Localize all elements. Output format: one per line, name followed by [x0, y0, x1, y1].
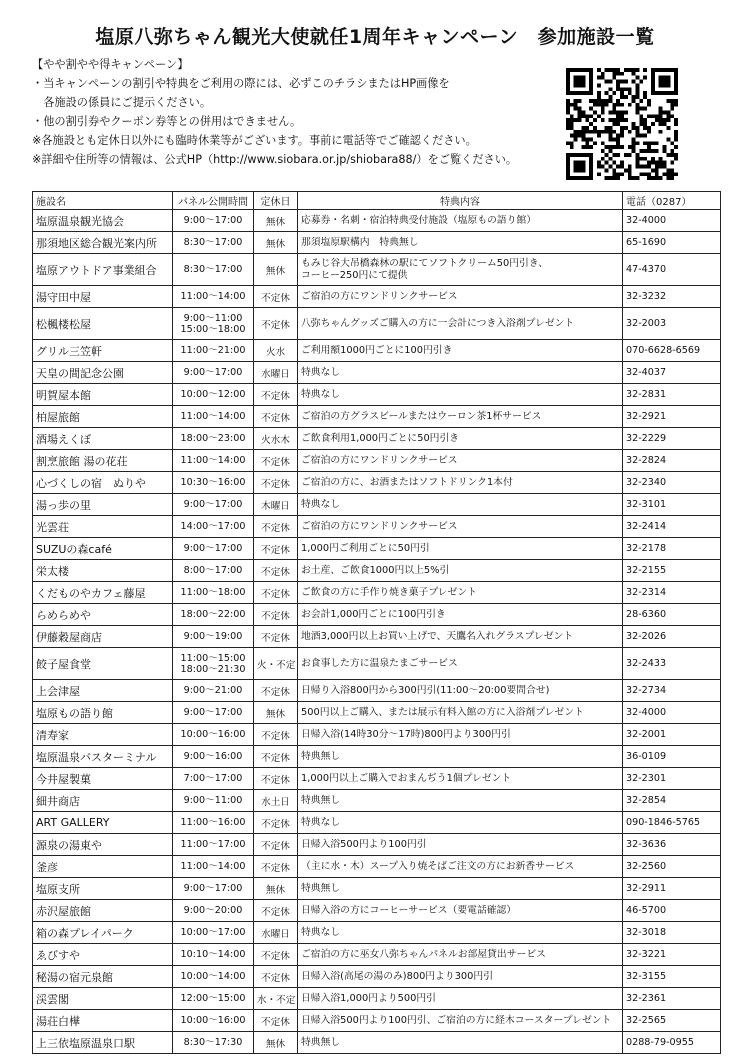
- table-row: [33, 966, 721, 988]
- panel-hours-cell: 18:00～22:00: [173, 604, 254, 626]
- panel-hours-cell: 8:30～17:00: [173, 254, 254, 286]
- phone-cell: 32-2565: [623, 1010, 721, 1032]
- benefit-cell: ご宿泊の方にワンドリンクサービス: [298, 450, 623, 472]
- facility-name-cell: 赤沢屋旅館: [33, 900, 173, 922]
- phone-cell: 28-6360: [623, 604, 721, 626]
- facility-name-cell: 清寿家: [33, 724, 173, 746]
- panel-hours-cell: 8:00～17:00: [173, 560, 254, 582]
- facility-name-cell: ART GALLERY: [33, 812, 173, 834]
- facility-name-cell: 湯っ歩の里: [33, 494, 173, 516]
- benefit-cell: 特典無し: [298, 878, 623, 900]
- phone-cell: 32-2734: [623, 680, 721, 702]
- table-row: [33, 472, 721, 494]
- benefit-cell: 1,000円以上ご購入でおまんぢう1個プレゼント: [298, 768, 623, 790]
- panel-hours-cell: 9:00～17:00: [173, 494, 254, 516]
- facility-name-cell: 餃子屋食堂: [33, 648, 173, 680]
- facility-name-cell: 秘湯の宿元泉館: [33, 966, 173, 988]
- phone-cell: 32-2001: [623, 724, 721, 746]
- facility-name-cell: 割烹旅館 湯の花荘: [33, 450, 173, 472]
- panel-hours-cell: 12:00～15:00: [173, 988, 254, 1010]
- phone-cell: 32-3232: [623, 286, 721, 308]
- benefit-cell: 日帰入浴1,000円より500円引: [298, 988, 623, 1010]
- table-row: [33, 450, 721, 472]
- benefit-cell: 1,000円ご利用ごとに50円引: [298, 538, 623, 560]
- closed-days-cell: 火・不定: [254, 648, 298, 680]
- phone-cell: 070-6628-6569: [623, 340, 721, 362]
- panel-hours-cell: 11:00～21:00: [173, 340, 254, 362]
- phone-cell: 32-2026: [623, 626, 721, 648]
- table-row: [33, 944, 721, 966]
- panel-hours-cell: 11:00～14:00: [173, 406, 254, 428]
- facility-name-cell: 塩原支所: [33, 878, 173, 900]
- panel-hours-cell: 9:00～19:00: [173, 626, 254, 648]
- benefit-cell: 日帰入浴(高尾の湯のみ)800円より300円引: [298, 966, 623, 988]
- table-row: [33, 790, 721, 812]
- closed-days-cell: 無休: [254, 878, 298, 900]
- closed-days-cell: 火水木: [254, 428, 298, 450]
- phone-cell: 32-2854: [623, 790, 721, 812]
- facility-name-cell: 塩原温泉観光協会: [33, 210, 173, 232]
- facility-name-cell: 箱の森プレイパーク: [33, 922, 173, 944]
- closed-days-cell: 不定休: [254, 856, 298, 878]
- panel-hours-cell: 7:00～17:00: [173, 768, 254, 790]
- table-row: [33, 406, 721, 428]
- closed-days-cell: 不定休: [254, 1010, 298, 1032]
- facility-name-cell: 上会津屋: [33, 680, 173, 702]
- table-row: [33, 1032, 721, 1054]
- facility-name-cell: 塩原温泉バスターミナル: [33, 746, 173, 768]
- panel-hours-cell: 11:00～14:00: [173, 856, 254, 878]
- panel-hours-cell: 11:00～18:00: [173, 582, 254, 604]
- panel-hours-cell: 9:00～17:00: [173, 538, 254, 560]
- phone-cell: 0288-79-0955: [623, 1032, 721, 1054]
- closed-days-cell: 不定休: [254, 812, 298, 834]
- table-row: [33, 988, 721, 1010]
- benefit-cell: 特典無し: [298, 746, 623, 768]
- table-row: [33, 210, 721, 232]
- closed-days-cell: 不定休: [254, 538, 298, 560]
- table-row: [33, 340, 721, 362]
- closed-days-cell: 不定休: [254, 560, 298, 582]
- closed-days-cell: 火水: [254, 340, 298, 362]
- table-row: [33, 900, 721, 922]
- panel-hours-cell: 10:00～12:00: [173, 384, 254, 406]
- table-row: [33, 680, 721, 702]
- table-row: [33, 834, 721, 856]
- benefit-cell: 特典なし: [298, 494, 623, 516]
- phone-cell: 32-2433: [623, 648, 721, 680]
- facility-name-cell: 源泉の湯東や: [33, 834, 173, 856]
- benefit-cell: 地酒3,000円以上お買い上げで、天鷹名入れグラスプレゼント: [298, 626, 623, 648]
- panel-hours-cell: 9:00～11:00: [173, 790, 254, 812]
- closed-days-cell: 不定休: [254, 450, 298, 472]
- closed-days-cell: 無休: [254, 232, 298, 254]
- table-row: [33, 812, 721, 834]
- panel-hours-cell: 14:00～17:00: [173, 516, 254, 538]
- phone-cell: 32-3155: [623, 966, 721, 988]
- table-row: [33, 494, 721, 516]
- phone-cell: 36-0109: [623, 746, 721, 768]
- benefit-cell: 特典なし: [298, 812, 623, 834]
- benefit-cell: ご宿泊の方にワンドリンクサービス: [298, 516, 623, 538]
- facility-name-cell: SUZUの森café: [33, 538, 173, 560]
- benefit-cell: 日帰入浴(14時30分～17時)800円より300円引: [298, 724, 623, 746]
- closed-days-cell: 不定休: [254, 472, 298, 494]
- benefit-cell: 特典無し: [298, 1032, 623, 1054]
- panel-hours-cell: 9:00～17:00: [173, 210, 254, 232]
- closed-days-cell: 不定休: [254, 384, 298, 406]
- panel-hours-cell: 11:00～16:00: [173, 812, 254, 834]
- facility-name-cell: 松楓楼松屋: [33, 308, 173, 340]
- benefit-cell: ご宿泊の方に巫女八弥ちゃんパネルお部屋貸出サービス: [298, 944, 623, 966]
- table-row: [33, 724, 721, 746]
- facility-name-cell: 湯守田中屋: [33, 286, 173, 308]
- facility-name-cell: 天皇の間記念公園: [33, 362, 173, 384]
- phone-cell: 32-2831: [623, 384, 721, 406]
- benefit-cell: 那須塩原駅構内 特典無し: [298, 232, 623, 254]
- phone-cell: 32-3636: [623, 834, 721, 856]
- closed-days-cell: 不定休: [254, 768, 298, 790]
- panel-hours-cell: 10:10～14:00: [173, 944, 254, 966]
- closed-days-cell: 不定休: [254, 604, 298, 626]
- closed-days-cell: 不定休: [254, 966, 298, 988]
- benefit-cell: （主に水・木）スープ入り焼そばご注文の方にお新香サービス: [298, 856, 623, 878]
- benefit-cell: 特典無し: [298, 790, 623, 812]
- panel-hours-cell: 8:30～17:30: [173, 1032, 254, 1054]
- phone-cell: 32-2003: [623, 308, 721, 340]
- closed-days-cell: 無休: [254, 254, 298, 286]
- benefit-cell: 日帰入浴の方にコーヒーサービス（要電話確認）: [298, 900, 623, 922]
- benefit-cell: ご宿泊の方に、お酒またはソフトドリンク1本付: [298, 472, 623, 494]
- closed-days-cell: 木曜日: [254, 494, 298, 516]
- phone-cell: 32-2229: [623, 428, 721, 450]
- table-row: [33, 384, 721, 406]
- table-row: [33, 856, 721, 878]
- facility-name-cell: 心づくしの宿 ぬりや: [33, 472, 173, 494]
- facility-name-cell: 栄太楼: [33, 560, 173, 582]
- campaign-notes: [32, 55, 562, 169]
- header-phone: 電話（0287）: [623, 192, 721, 210]
- closed-days-cell: 不定休: [254, 944, 298, 966]
- benefit-cell: 500円以上ご購入、または展示有料入館の方に入浴剤プレゼント: [298, 702, 623, 724]
- closed-days-cell: 不定休: [254, 680, 298, 702]
- benefit-cell: お食事した方に温泉たまごサービス: [298, 648, 623, 680]
- phone-cell: 32-2301: [623, 768, 721, 790]
- panel-hours-cell: 8:30～17:00: [173, 232, 254, 254]
- campaign-heading: 【やや割やや得キャンペーン】: [32, 58, 189, 71]
- facility-table: [32, 191, 721, 1054]
- benefit-cell: 日帰り入浴800円から300円引(11:00～20:00要問合せ): [298, 680, 623, 702]
- facility-name-cell: 那須地区総合観光案内所: [33, 232, 173, 254]
- benefit-cell: ご宿泊の方グラスビールまたはウーロン茶1杯サービス: [298, 406, 623, 428]
- phone-cell: 32-2560: [623, 856, 721, 878]
- facility-name-cell: グリル三笠軒: [33, 340, 173, 362]
- closed-days-cell: 不定休: [254, 516, 298, 538]
- phone-cell: 32-2824: [623, 450, 721, 472]
- phone-cell: 32-2155: [623, 560, 721, 582]
- page-title: 塩原八弥ちゃん観光大使就任1周年キャンペーン 参加施設一覧: [95, 26, 655, 48]
- facility-name-cell: 塩原もの語り館: [33, 702, 173, 724]
- qr-code: [566, 68, 678, 180]
- table-row: [33, 1010, 721, 1032]
- facility-name-cell: くだものやカフェ藤屋: [33, 582, 173, 604]
- phone-cell: 32-2361: [623, 988, 721, 1010]
- phone-cell: 090-1846-5765: [623, 812, 721, 834]
- benefit-cell: 特典なし: [298, 922, 623, 944]
- closed-days-cell: 水土日: [254, 790, 298, 812]
- panel-hours-cell: 11:00～17:00: [173, 834, 254, 856]
- benefit-cell: 特典なし: [298, 384, 623, 406]
- closed-days-cell: 水・不定: [254, 988, 298, 1010]
- benefit-cell: ご飲食の方に手作り焼き菓子プレゼント: [298, 582, 623, 604]
- phone-cell: 47-4370: [623, 254, 721, 286]
- phone-cell: 32-2414: [623, 516, 721, 538]
- benefit-cell: ご利用額1000円ごとに100円引き: [298, 340, 623, 362]
- panel-hours-cell: 10:00～16:00: [173, 724, 254, 746]
- panel-hours-cell: 10:00～14:00: [173, 966, 254, 988]
- phone-cell: 46-5700: [623, 900, 721, 922]
- facility-name-cell: 伊藤穀屋商店: [33, 626, 173, 648]
- facility-name-cell: 湯荘白樺: [33, 1010, 173, 1032]
- note-line: ・他の割引券やクーポン券等との併用はできません。: [32, 115, 302, 128]
- phone-cell: 32-4037: [623, 362, 721, 384]
- panel-hours-cell: 11:00～14:00: [173, 450, 254, 472]
- table-row: [33, 922, 721, 944]
- panel-hours-cell: 10:30～16:00: [173, 472, 254, 494]
- table-row: [33, 560, 721, 582]
- table-row: [33, 878, 721, 900]
- header-closed-days: 定休日: [254, 192, 298, 210]
- note-line: ・当キャンペーンの割引や特典をご利用の際には、必ずこのチラシまたはHP画像を: [32, 77, 450, 90]
- phone-cell: 32-2340: [623, 472, 721, 494]
- closed-days-cell: 不定休: [254, 286, 298, 308]
- table-row: [33, 232, 721, 254]
- closed-days-cell: 無休: [254, 702, 298, 724]
- closed-days-cell: 無休: [254, 1032, 298, 1054]
- table-header-row: [33, 192, 721, 210]
- panel-hours-cell: 9:00～17:00: [173, 362, 254, 384]
- benefit-cell: 応募券・名刺・宿泊特典受付施設（塩原もの語り館）: [298, 210, 623, 232]
- closed-days-cell: 無休: [254, 210, 298, 232]
- panel-hours-cell: 11:00～14:00: [173, 286, 254, 308]
- table-row: [33, 702, 721, 724]
- closed-days-cell: 不定休: [254, 900, 298, 922]
- panel-hours-cell: 9:00～11:00 15:00～18:00: [173, 308, 254, 340]
- phone-cell: 32-2921: [623, 406, 721, 428]
- closed-days-cell: 不定休: [254, 626, 298, 648]
- facility-name-cell: 細井商店: [33, 790, 173, 812]
- facility-name-cell: 光雲荘: [33, 516, 173, 538]
- table-row: [33, 286, 721, 308]
- phone-cell: 32-2178: [623, 538, 721, 560]
- benefit-cell: ご飲食利用1,000円ごとに50円引き: [298, 428, 623, 450]
- table-row: [33, 582, 721, 604]
- closed-days-cell: 不定休: [254, 834, 298, 856]
- closed-days-cell: 不定休: [254, 308, 298, 340]
- benefit-cell: お会計1,000円ごとに100円引き: [298, 604, 623, 626]
- table-row: [33, 746, 721, 768]
- benefit-cell: 特典なし: [298, 362, 623, 384]
- table-row: [33, 648, 721, 680]
- benefit-cell: 八弥ちゃんグッズご購入の方に一会計につき入浴剤プレゼント: [298, 308, 623, 340]
- header-benefit: 特典内容: [298, 192, 623, 210]
- panel-hours-cell: 10:00～17:00: [173, 922, 254, 944]
- closed-days-cell: 水曜日: [254, 362, 298, 384]
- note-line: ※詳細や住所等の情報は、公式HP（http://www.siobara.or.jp/shiobara88/）をご覧ください。: [32, 153, 518, 166]
- panel-hours-cell: 10:00～16:00: [173, 1010, 254, 1032]
- facility-name-cell: 酒場えくぼ: [33, 428, 173, 450]
- facility-name-cell: 釜彦: [33, 856, 173, 878]
- benefit-cell: ご宿泊の方にワンドリンクサービス: [298, 286, 623, 308]
- facility-name-cell: らめらめや: [33, 604, 173, 626]
- facility-name-cell: 柏屋旅館: [33, 406, 173, 428]
- table-row: [33, 538, 721, 560]
- facility-name-cell: 今井屋製菓: [33, 768, 173, 790]
- panel-hours-cell: 11:00～15:00 18:00～21:30: [173, 648, 254, 680]
- note-line: 各施設の係員にご提示ください。: [32, 96, 212, 109]
- note-line: ※各施設とも定休日以外にも臨時休業等がございます。事前に電話等でご確認ください。: [32, 134, 477, 147]
- table-row: [33, 626, 721, 648]
- table-row: [33, 768, 721, 790]
- header-panel-hours: パネル公開時間: [173, 192, 254, 210]
- table-row: [33, 362, 721, 384]
- facility-name-cell: 塩原アウトドア事業組合: [33, 254, 173, 286]
- phone-cell: 32-3018: [623, 922, 721, 944]
- panel-hours-cell: 9:00～21:00: [173, 680, 254, 702]
- closed-days-cell: 不定休: [254, 746, 298, 768]
- benefit-cell: 日帰入浴500円より100円引、ご宿泊の方に経木コースタープレゼント: [298, 1010, 623, 1032]
- phone-cell: 32-4000: [623, 210, 721, 232]
- phone-cell: 32-2314: [623, 582, 721, 604]
- benefit-cell: もみじ谷大吊橋森林の駅にてソフトクリーム50円引き、 コーヒー250円にて提供: [298, 254, 623, 286]
- closed-days-cell: 不定休: [254, 582, 298, 604]
- panel-hours-cell: 18:00～23:00: [173, 428, 254, 450]
- phone-cell: 65-1690: [623, 232, 721, 254]
- phone-cell: 32-3101: [623, 494, 721, 516]
- phone-cell: 32-4000: [623, 702, 721, 724]
- table-row: [33, 516, 721, 538]
- table-row: [33, 428, 721, 450]
- benefit-cell: お土産、ご飲食1000円以上5%引: [298, 560, 623, 582]
- panel-hours-cell: 9:00～17:00: [173, 702, 254, 724]
- facility-name-cell: ゑびすや: [33, 944, 173, 966]
- panel-hours-cell: 9:00～16:00: [173, 746, 254, 768]
- panel-hours-cell: 9:00～17:00: [173, 878, 254, 900]
- facility-name-cell: 上三依塩原温泉口駅: [33, 1032, 173, 1054]
- table-row: [33, 254, 721, 286]
- closed-days-cell: 不定休: [254, 724, 298, 746]
- closed-days-cell: 水曜日: [254, 922, 298, 944]
- table-row: [33, 308, 721, 340]
- phone-cell: 32-2911: [623, 878, 721, 900]
- facility-name-cell: 明賀屋本館: [33, 384, 173, 406]
- table-row: [33, 604, 721, 626]
- panel-hours-cell: 9:00～20:00: [173, 900, 254, 922]
- header-facility-name: 施設名: [33, 192, 173, 210]
- benefit-cell: 日帰入浴500円より100円引: [298, 834, 623, 856]
- phone-cell: 32-3221: [623, 944, 721, 966]
- closed-days-cell: 不定休: [254, 406, 298, 428]
- facility-name-cell: 渓雲閣: [33, 988, 173, 1010]
